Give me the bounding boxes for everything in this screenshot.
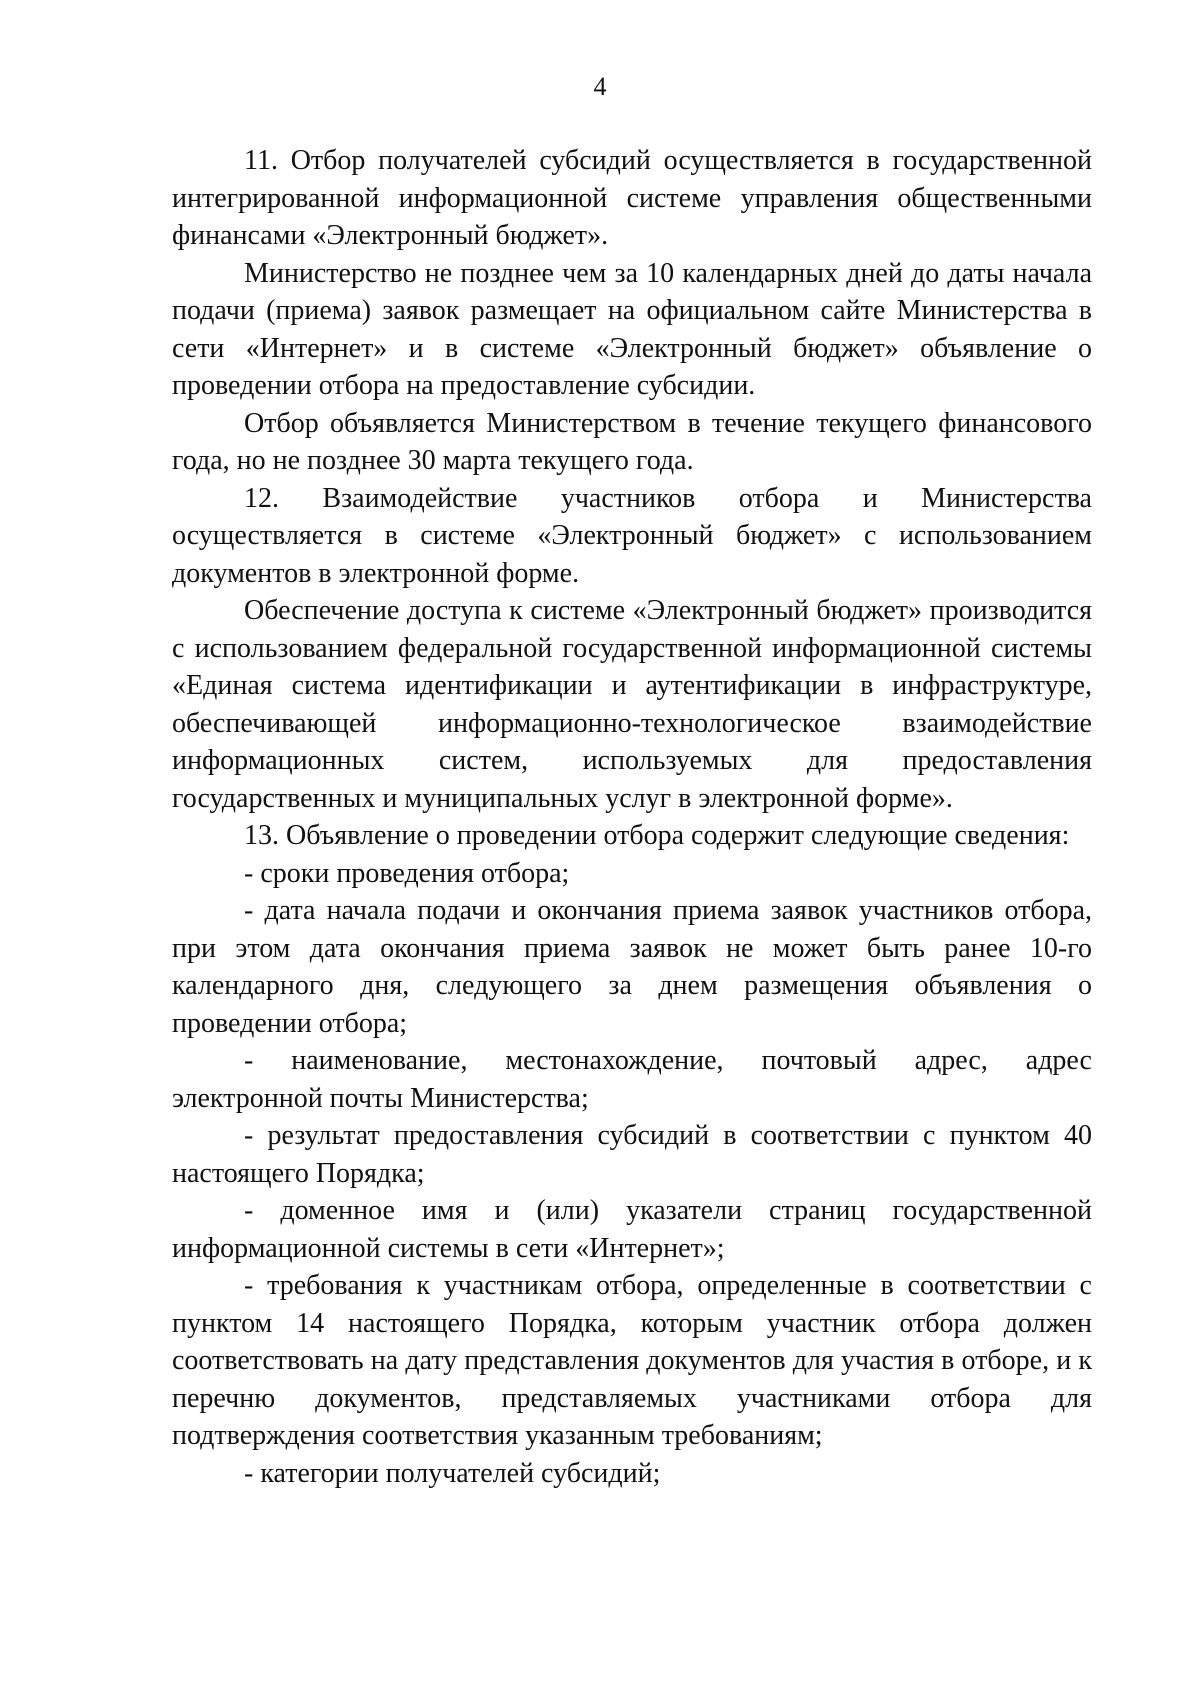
list-item-ministry-contacts: - наименование, местонахождение, почтовый адрес, адрес электронной почты Министерства; (172, 1045, 1092, 1114)
paragraph-access-provision: Обеспечение доступа к системе «Электронный бюджет» производится с использованием федеральной государственной информационной системы «Единая система идентификации и аутентификации в инфраструктуре, обеспечивающей информационно-технологическое взаимодействие информационных систем, используемых для предоставления государственных и муниципальных услуг в электронной форме». (172, 595, 1092, 814)
page-number: 4 (593, 72, 607, 101)
paragraph-11: 11. Отбор получателей субсидий осуществляется в государственной интегрированной информационной системе управления общественными финансами «Электронный бюджет». (172, 145, 1092, 251)
list-item-domain-name: - доменное имя и (или) указатели страниц государственной информационной системы в сети «Интернет»; (172, 1195, 1092, 1264)
paragraph-13: 13. Объявление о проведении отбора содержит следующие сведения: (244, 820, 1070, 851)
paragraph-12: 12. Взаимодействие участников отбора и Министерства осуществляется в системе «Электронный бюджет» с использованием документов в электронной форме. (172, 482, 1092, 589)
paragraph-selection-deadline: Отбор объявляется Министерством в течение текущего финансового года, но не позднее 30 марта текущего года. (172, 407, 1092, 476)
document-body (172, 142, 1092, 1492)
list-item-dates: - дата начала подачи и окончания приема заявок участников отбора, при этом дата окончания приема заявок не может быть ранее 10-го календарного дня, следующего за днем размещения объявления о проведении отбора; (172, 895, 1092, 1039)
list-item-requirements: - требования к участникам отбора, определенные в соответствии с пунктом 14 настоящего Порядка, которым участник отбора должен соответствовать на дату представления документов для участия в отборе, и к перечню документов, представляемых участниками отбора для подтверждения соответствия указанным требованиям; (172, 1270, 1092, 1451)
list-item-terms: - сроки проведения отбора; (244, 857, 570, 889)
paragraph-ministry-announcement: Министерство не позднее чем за 10 календарных дней до даты начала подачи (приема) заявок размещает на официальном сайте Министерства в сети «Интернет» и в системе «Электронный бюджет» объявление о проведении отбора на предоставление субсидии. (172, 257, 1092, 401)
list-item-categories: - категории получателей субсидий; (244, 1457, 661, 1489)
list-item-result: - результат предоставления субсидий в соответствии с пунктом 40 настоящего Порядка; (172, 1120, 1092, 1189)
